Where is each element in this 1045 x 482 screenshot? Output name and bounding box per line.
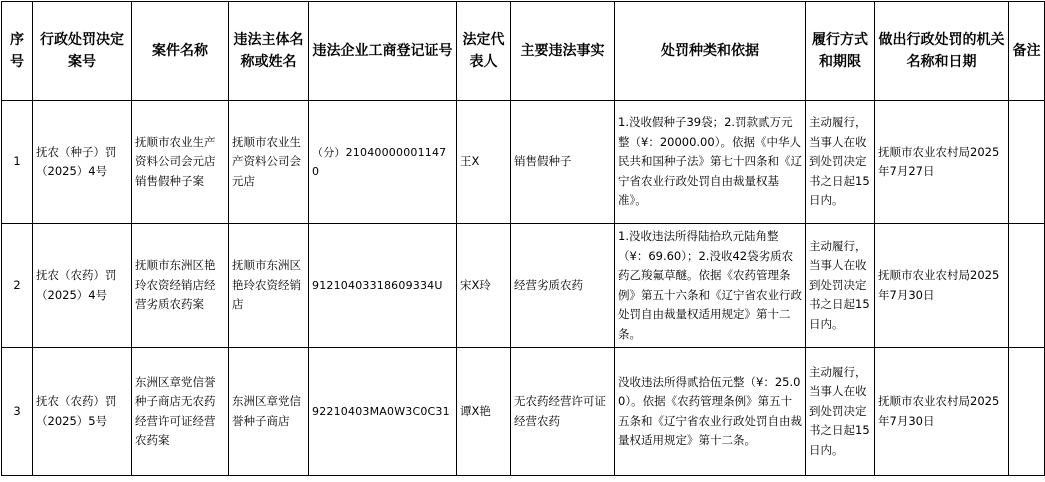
row-number: 2 — [2, 224, 33, 348]
header-cell: 违法企业工商登记证号 — [309, 2, 457, 101]
registration-number: （分）210400000011470 — [309, 101, 457, 224]
authority-date: 抚顺市农业农村局2025年7月27日 — [875, 101, 1009, 224]
penalty-table — [1, 1, 1045, 476]
case-name: 东洲区章党信誉种子商店无农药经营许可证经营农药案 — [132, 348, 229, 476]
authority-date: 抚顺市农业农村局2025年7月30日 — [875, 224, 1009, 348]
legal-representative: 谭X艳 — [457, 348, 511, 476]
remark — [1009, 101, 1045, 224]
party-name: 抚顺市农业生产资料公司会元店 — [229, 101, 309, 224]
header-cell: 案件名称 — [132, 2, 229, 101]
remark — [1009, 224, 1045, 348]
performance-manner: 主动履行，当事人在收到处罚决定书之日起15日内。 — [806, 348, 875, 476]
header-cell: 序号 — [2, 2, 33, 101]
case-name: 抚顺市农业生产资料公司会元店销售假种子案 — [132, 101, 229, 224]
violation-facts: 经营劣质农药 — [511, 224, 615, 348]
case-name: 抚顺市东洲区艳玲农资经销店经营劣质农药案 — [132, 224, 229, 348]
header-cell: 处罚种类和依据 — [615, 2, 806, 101]
penalty-basis: 1.没收假种子39袋；2.罚款贰万元整（¥：20000.00）。依据《中华人民共和国种子法》第七十四条和《辽宁省农业行政处罚自由裁量权基准》。 — [615, 101, 806, 224]
header-cell: 主要违法事实 — [511, 2, 615, 101]
performance-manner: 主动履行，当事人在收到处罚决定书之日起15日内。 — [806, 101, 875, 224]
violation-facts: 销售假种子 — [511, 101, 615, 224]
header-cell: 法定代表人 — [457, 2, 511, 101]
decision-number: 抚农（种子）罚（2025）4号 — [33, 101, 132, 224]
party-name: 抚顺市东洲区艳玲农资经销店 — [229, 224, 309, 348]
header-cell: 违法主体名称或姓名 — [229, 2, 309, 101]
authority-date: 抚顺市农业农村局2025年7月30日 — [875, 348, 1009, 476]
legal-representative: 宋X玲 — [457, 224, 511, 348]
party-name: 东洲区章党信誉种子商店 — [229, 348, 309, 476]
violation-facts: 无农药经营许可证经营农药 — [511, 348, 615, 476]
table-row — [2, 224, 1045, 348]
table-row — [2, 348, 1045, 476]
header-cell: 备注 — [1009, 2, 1045, 101]
row-number: 3 — [2, 348, 33, 476]
header-cell: 履行方式和期限 — [806, 2, 875, 101]
performance-manner: 主动履行，当事人在收到处罚决定书之日起15日内。 — [806, 224, 875, 348]
decision-number: 抚农（农药）罚（2025）4号 — [33, 224, 132, 348]
table-row — [2, 101, 1045, 224]
legal-representative: 王X — [457, 101, 511, 224]
registration-number: 92210403MA0W3C0C31 — [309, 348, 457, 476]
penalty-basis: 1.没收违法所得陆拾玖元陆角整（¥：69.60）；2.没收42袋劣质农药乙羧氟草醚。依据《农药管理条例》第五十六条和《辽宁省农业行政处罚自由裁量权适用规定》第十二条。 — [615, 224, 806, 348]
header-cell: 行政处罚决定案号 — [33, 2, 132, 101]
registration-number: 91210403318609334U — [309, 224, 457, 348]
row-number: 1 — [2, 101, 33, 224]
penalty-basis: 没收违法所得贰拾伍元整（¥：25.00）。依据《农药管理条例》第五十五条和《辽宁省农业行政处罚自由裁量权适用规定》第十二条。 — [615, 348, 806, 476]
decision-number: 抚农（农药）罚（2025）5号 — [33, 348, 132, 476]
header-cell: 做出行政处罚的机关名称和日期 — [875, 2, 1009, 101]
header-row — [2, 2, 1045, 101]
remark — [1009, 348, 1045, 476]
